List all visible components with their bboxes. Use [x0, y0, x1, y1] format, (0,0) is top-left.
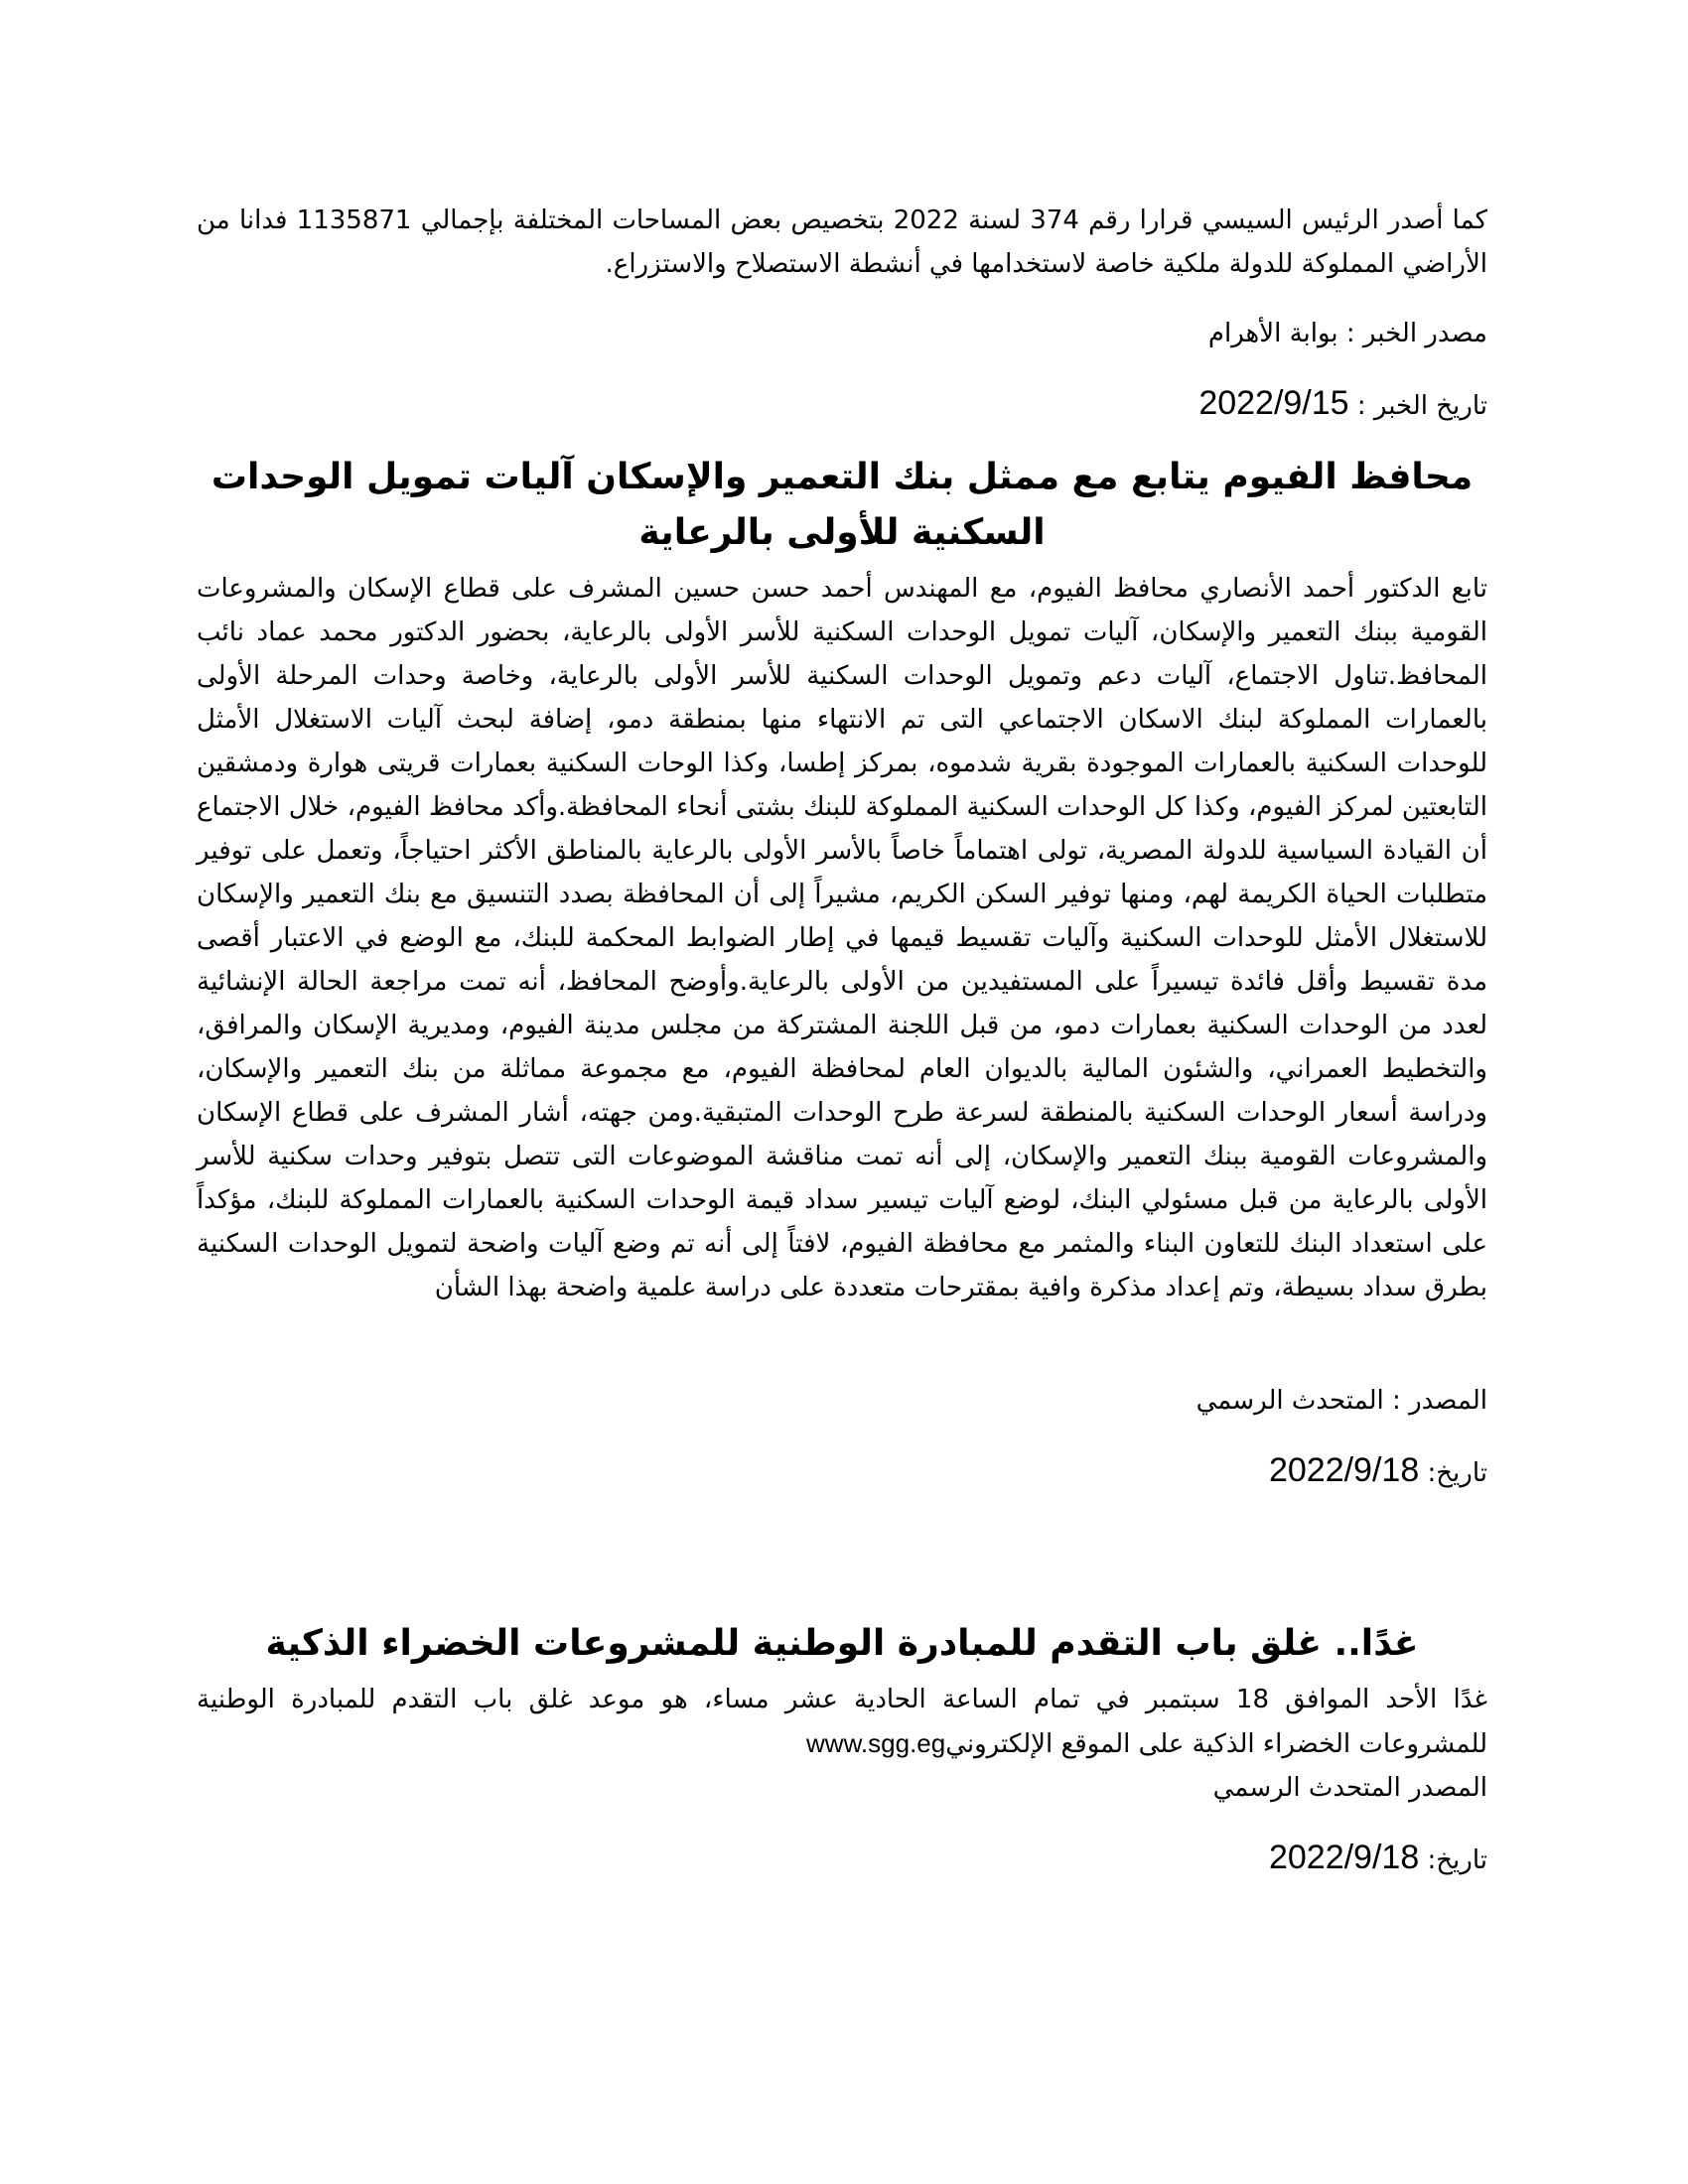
website-link[interactable]: www.sgg.eg	[806, 1728, 946, 1758]
news-date	[197, 381, 1487, 428]
article-date-label: تاريخ:	[1419, 1458, 1487, 1488]
news-source: مصدر الخبر : بوابة الأهرام	[1207, 319, 1487, 348]
document-page	[197, 199, 1487, 1882]
article-date-value: 2022/9/18	[1268, 1451, 1420, 1489]
spacer	[197, 1495, 1487, 1594]
article-body-fayoum: تابع الدكتور أحمد الأنصاري محافظ الفيوم، مع المهندس أحمد حسن حسين المشرف على قطاع الإسكان والمشروعات القومية ببنك التعمير والإسكان، آليات تمويل الوحدات السكنية للأسر الأولى بالرعاية، بحضور الدكتور محمد عماد نائب المحافظ.تناول الاجتماع، آليات دعم وتمويل الوحدات السكنية للأسر الأولى بالرعاية، وخاصة وحدات المرحلة الأولى بالعمارات المملوكة لبنك الاسكان الاجتماعي التى تم الانتهاء منها بمنطقة دمو، إضافة لبحث آليات الاستغلال الأمثل للوحدات السكنية بالعمارات الموجودة بقرية شدموه، بمركز إطسا، وكذا الوحات السكنية بعمارات قريتى هوارة ودمشقين التابعتين لمركز الفيوم، وكذا كل الوحدات السكنية المملوكة للبنك بشتى أنحاء المحافظة.وأكد محافظ الفيوم، خلال الاجتماع أن القيادة السياسية للدولة المصرية، تولى اهتماماً خاصاً بالأسر الأولى بالرعاية بالمناطق الأكثر احتياجاً، وتعمل على توفير متطلبات الحياة الكريمة لهم، ومنها توفير السكن الكريم، مشيراً إلى أن المحافظة بصدد التنسيق مع بنك التعمير والإسكان للاستغلال الأمثل للوحدات السكنية وآليات تقسيط قيمها في إطار الضوابط المحكمة للبنك، مع الوضع في الاعتبار أقصى مدة تقسيط وأقل فائدة تيسيراً على المستفيدين من الأولى بالرعاية.وأوضح المحافظ، أنه تمت مراجعة الحالة الإنشائية لعدد من الوحدات السكنية بعمارات دمو، من قبل اللجنة المشتركة من مجلس مدينة الفيوم، ومديرية الإسكان والمرافق، والتخطيط العمراني، والشئون المالية بالديوان العام لمحافظة الفيوم، مع مجموعة مماثلة من بنك التعمير والإسكان، ودراسة أسعار الوحدات السكنية بالمنطقة لسرعة طرح الوحدات المتبقية.ومن جهته، أشار المشرف على قطاع الإسكان والمشروعات القومية ببنك التعمير والإسكان، إلى أنه تمت مناقشة الموضوعات التى تتصل بتوفير وحدات سكنية للأسر الأولى بالرعاية من قبل مسئولي البنك، لوضع آليات تيسير سداد قيمة الوحدات السكنية بالعمارات المملوكة للبنك، مؤكداً على استعداد البنك للتعاون البناء والمثمر مع محافظة الفيوم، لافتاً إلى أنه تم وضع آليات واضحة لتمويل الوحدات السكنية بطرق سداد بسيطة، وتم إعداد مذكرة وافية بمقترحات متعددة على دراسة علمية واضحة بهذا الشأن	[197, 574, 1487, 1302]
article-date-value: 2022/9/18	[1268, 1839, 1420, 1876]
article-date-fayoum	[197, 1448, 1487, 1495]
article-source-fayoum: المصدر : المتحدث الرسمي	[1196, 1386, 1487, 1416]
spacer	[197, 1309, 1487, 1379]
article-date-green-projects	[197, 1836, 1487, 1882]
news-date-label: تاريخ الخبر :	[1348, 391, 1487, 421]
decree-paragraph: كما أصدر الرئيس السيسي قرارا رقم 374 لسنة 2022 بتخصيص بعض المساحات المختلفة بإجمالي 1135871 فدانا من الأراضي المملوكة للدولة ملكية خاصة لاستخدامها في أنشطة الاستصلاح والاستزراع.	[197, 205, 1487, 279]
article-headline-green-projects: غدًا.. غلق باب التقدم للمبادرة الوطنية للمشروعات الخضراء الذكية	[265, 1623, 1419, 1664]
article-body-text: غدًا الأحد الموافق 18 سبتمبر في تمام الساعة الحادية عشر مساء، هو موعد غلق باب التقدم للمبادرة الوطنية للمشروعات الخضراء الذكية على الموقع الإلكتروني	[197, 1685, 1487, 1759]
article-source-green-projects: المصدر المتحدث الرسمي	[1212, 1773, 1487, 1803]
article-date-label: تاريخ:	[1419, 1845, 1487, 1875]
article-body-green-projects	[197, 1678, 1487, 1766]
news-date-value: 2022/9/15	[1198, 384, 1349, 422]
article-headline-fayoum: محافظ الفيوم يتابع مع ممثل بنك التعمير والإسكان آليات تمويل الوحدات السكنية للأولى بالرعاية	[211, 457, 1474, 553]
